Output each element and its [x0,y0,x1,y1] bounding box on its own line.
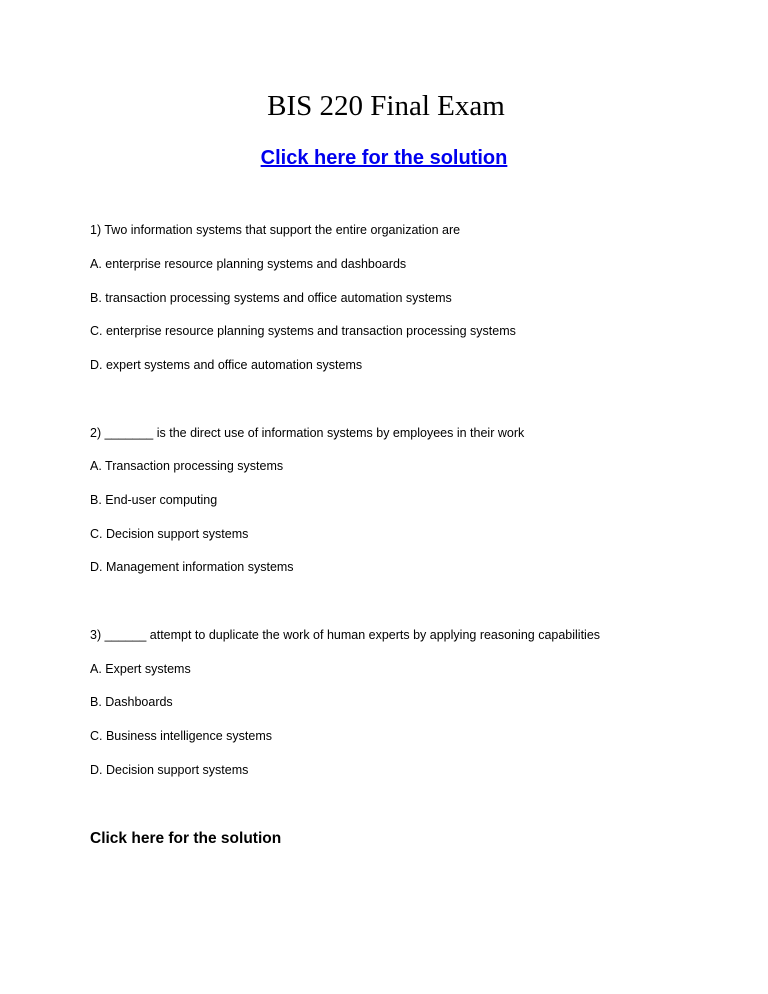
question-1-option-c: C. enterprise resource planning systems and transaction processing systems [90,324,516,338]
question-3-option-a: A. Expert systems [90,662,191,676]
question-2-option-c: C. Decision support systems [90,527,249,541]
question-3: 3) ______ attempt to duplicate the work of human experts by applying reasoning capabilities [90,628,601,642]
solution-link-top-container [0,144,768,172]
solution-link-top[interactable]: Click here for the solution [260,147,508,169]
page-title-text: BIS 220 Final Exam [267,90,505,122]
question-2-option-d: D. Management information systems [90,560,294,574]
question-2-option-a: A. Transaction processing systems [90,459,284,473]
page-title [0,88,768,124]
question-3-option-c: C. Business intelligence systems [90,729,273,743]
question-2: 2) _______ is the direct use of information systems by employees in their work [90,426,525,440]
question-1-option-d: D. expert systems and office automation systems [90,358,363,372]
question-1-option-a: A. enterprise resource planning systems and dashboards [90,257,407,271]
question-3-option-b: B. Dashboards [90,695,173,709]
question-2-option-b: B. End-user computing [90,493,218,507]
solution-link-bottom[interactable]: Click here for the solution [90,830,282,847]
question-1-option-b: B. transaction processing systems and office automation systems [90,291,452,305]
question-3-option-d: D. Decision support systems [90,763,249,777]
solution-link-bottom-container [90,829,281,849]
question-1: 1) Two information systems that support the entire organization are [90,223,461,237]
